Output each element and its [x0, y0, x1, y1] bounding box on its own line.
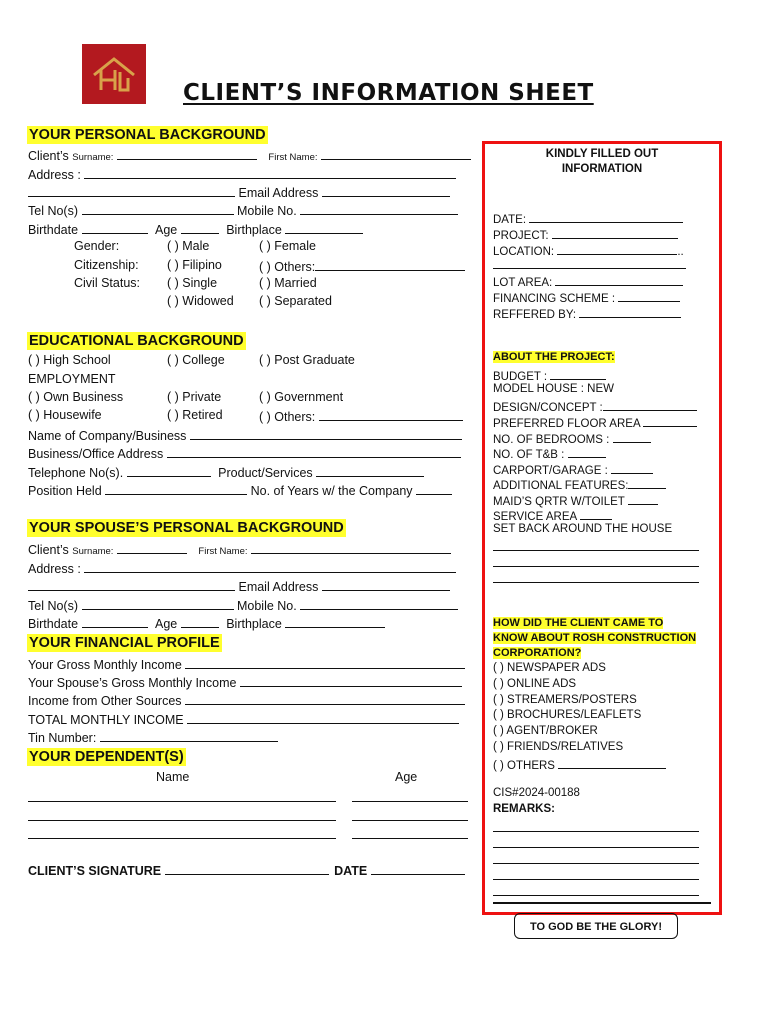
panel-location-row: [493, 242, 684, 258]
tin-row: [28, 729, 278, 745]
housewife-option[interactable]: ( ) Housewife: [28, 408, 102, 422]
client-name-row: [28, 147, 471, 163]
panel-bedrooms-row: [493, 430, 651, 446]
dependent-age-field[interactable]: [352, 808, 468, 821]
how-heading-1: HOW DID THE CLIENT CAME TO: [493, 617, 664, 629]
panel-additional-label: ADDITIONAL FEATURES:: [493, 480, 629, 492]
products-field[interactable]: [316, 464, 424, 477]
panel-budget-label: BUDGET :: [493, 371, 548, 383]
college-option[interactable]: ( ) College: [167, 353, 225, 367]
mobile-label: Mobile No.: [236, 204, 297, 218]
position-label: Position Held: [28, 484, 102, 498]
panel-referred-row: [493, 305, 681, 321]
surname-field[interactable]: [117, 147, 257, 160]
panel-model-house: MODEL HOUSE : NEW: [493, 383, 614, 395]
other-income-row: [28, 692, 465, 708]
email-field[interactable]: [322, 184, 450, 197]
tin-field[interactable]: [100, 729, 278, 742]
spouse-address-row: [28, 560, 456, 576]
post-graduate-option[interactable]: ( ) Post Graduate: [259, 353, 355, 367]
own-business-option[interactable]: ( ) Own Business: [28, 390, 124, 404]
panel-design-label: DESIGN/CONCEPT :: [493, 402, 603, 414]
panel-location-tail: ..: [677, 246, 684, 258]
panel-referred-label: REFFERED BY:: [493, 309, 577, 321]
section-spouse-heading: YOUR SPOUSE’S PERSONAL BACKGROUND: [29, 520, 344, 536]
spouse-mobile-label: Mobile No.: [236, 599, 297, 613]
how-heading-3: CORPORATION?: [493, 647, 582, 659]
brochures-option[interactable]: ( ) BROCHURES/LEAFLETS: [493, 709, 642, 721]
cis-number: CIS#2024-00188: [493, 787, 580, 799]
panel-location-field-2[interactable]: [493, 258, 686, 269]
employment-label: EMPLOYMENT: [28, 372, 116, 386]
signature-date-field[interactable]: [371, 862, 465, 875]
remarks-label: REMARKS:: [493, 803, 555, 815]
panel-heading-2: INFORMATION: [561, 163, 643, 175]
panel-maids-row: [493, 492, 658, 508]
spouse-address-field[interactable]: [84, 560, 456, 573]
office-address-label: Business/Office Address: [28, 447, 164, 461]
other-income-label: Income from Other Sources: [28, 694, 182, 708]
spouse-email-row: [28, 578, 450, 594]
separated-option[interactable]: ( ) Separated: [259, 294, 332, 308]
birth-row: [28, 221, 363, 237]
dependent-name-field[interactable]: [28, 808, 336, 821]
remarks-field[interactable]: [493, 853, 699, 864]
panel-floor-area-field[interactable]: [643, 414, 697, 427]
panel-financing-row: [493, 289, 680, 305]
panel-lot-area-field[interactable]: [555, 273, 683, 286]
how-heading-2: KNOW ABOUT ROSH CONSTRUCTION: [493, 632, 697, 644]
gross-income-label: Your Gross Monthly Income: [28, 658, 182, 672]
years-field[interactable]: [416, 482, 452, 495]
telephone-row: [28, 464, 424, 480]
panel-setback-field[interactable]: [493, 572, 699, 583]
spouse-income-field[interactable]: [240, 674, 462, 687]
spouse-surname-field[interactable]: [117, 541, 187, 554]
panel-lot-area-row: [493, 273, 683, 289]
first-name-field[interactable]: [321, 147, 471, 160]
birthplace-field[interactable]: [285, 221, 363, 234]
page-title: CLIENT’S INFORMATION SHEET: [183, 80, 594, 106]
employment-others-option[interactable]: ( ) Others:: [259, 410, 316, 424]
newspaper-option[interactable]: ( ) NEWSPAPER ADS: [493, 662, 606, 674]
spouse-email-label: Email Address: [238, 580, 319, 594]
panel-floor-area-label: PREFERRED FLOOR AREA: [493, 418, 640, 430]
total-income-label: TOTAL MONTHLY INCOME: [28, 713, 184, 727]
spouse-address-label: Address :: [28, 562, 81, 576]
email-row: [28, 184, 450, 200]
position-row: [28, 482, 452, 498]
private-option[interactable]: ( ) Private: [167, 390, 222, 404]
company-logo: [82, 44, 146, 104]
spouse-name-row: [28, 541, 451, 557]
spouse-mobile-field[interactable]: [300, 597, 458, 610]
spouse-tel-label: Tel No(s): [28, 599, 79, 613]
tel-field[interactable]: [82, 202, 234, 215]
footer-motto: TO GOD BE THE GLORY!: [514, 913, 678, 939]
panel-others-option[interactable]: ( ) OTHERS: [493, 760, 555, 772]
gross-income-field[interactable]: [185, 656, 465, 669]
panel-carport-label: CARPORT/GARAGE :: [493, 465, 608, 477]
spouse-income-label: Your Spouse’s Gross Monthly Income: [28, 676, 237, 690]
spouse-income-row: [28, 674, 462, 690]
phone-row: [28, 202, 458, 218]
signature-field[interactable]: [165, 862, 329, 875]
total-income-row: [28, 711, 459, 727]
panel-tb-row: [493, 445, 606, 461]
telephone-label: Telephone No(s).: [28, 466, 124, 480]
age-label: Age: [155, 223, 178, 237]
panel-financing-label: FINANCING SCHEME :: [493, 293, 616, 305]
gross-income-row: [28, 656, 465, 672]
company-row: [28, 427, 462, 443]
tin-label: Tin Number:: [28, 731, 97, 745]
spouse-birthdate-label: Birthdate: [28, 617, 79, 631]
address-label: Address :: [28, 168, 81, 182]
citizenship-label: Citizenship:: [74, 258, 139, 272]
dependent-age-header: Age: [395, 770, 418, 784]
married-option[interactable]: ( ) Married: [259, 276, 317, 290]
panel-others-field[interactable]: [558, 756, 666, 769]
first-name-label: First Name:: [268, 152, 318, 163]
dependent-age-field[interactable]: [352, 789, 468, 802]
spouse-age-label: Age: [155, 617, 178, 631]
mobile-field[interactable]: [300, 202, 458, 215]
signature-date-label: DATE: [334, 864, 368, 878]
panel-carport-row: [493, 461, 653, 477]
panel-tb-field[interactable]: [568, 445, 606, 458]
section-education-heading: EDUCATIONAL BACKGROUND: [29, 333, 244, 349]
citizenship-others: [259, 258, 465, 274]
panel-heading-1: KINDLY FILLED OUT: [545, 148, 659, 160]
panel-additional-field[interactable]: [628, 476, 666, 489]
surname-label: Surname:: [72, 152, 114, 163]
female-option[interactable]: ( ) Female: [259, 239, 316, 253]
spouse-tel-field[interactable]: [82, 597, 234, 610]
about-project-heading: ABOUT THE PROJECT:: [493, 351, 615, 363]
remarks-field[interactable]: [493, 869, 699, 880]
company-label: Name of Company/Business: [28, 429, 187, 443]
office-address-field[interactable]: [167, 445, 461, 458]
section-financial-heading: YOUR FINANCIAL PROFILE: [29, 635, 220, 651]
panel-date-field[interactable]: [529, 210, 683, 223]
panel-service-row: [493, 507, 612, 523]
high-school-option[interactable]: ( ) High School: [28, 353, 111, 367]
age-field[interactable]: [181, 221, 219, 234]
address-field-2[interactable]: [28, 184, 235, 197]
gender-label: Gender:: [74, 239, 120, 253]
birthplace-label: Birthplace: [226, 223, 282, 237]
panel-project-field[interactable]: [552, 226, 678, 239]
panel-floor-area-row: [493, 414, 697, 430]
widowed-option[interactable]: ( ) Widowed: [167, 294, 234, 308]
spouse-surname-label: Surname:: [72, 546, 114, 557]
address-row: [28, 166, 456, 182]
spouse-address-field-2[interactable]: [28, 578, 235, 591]
remarks-field[interactable]: [493, 821, 699, 832]
telephone-field[interactable]: [127, 464, 211, 477]
citizenship-others-field[interactable]: [315, 258, 465, 271]
house-logo-icon: [82, 44, 146, 104]
dependent-name-field[interactable]: [28, 789, 336, 802]
remarks-field[interactable]: [493, 885, 699, 896]
spouse-birthplace-field[interactable]: [285, 615, 385, 628]
spouse-first-name-label: First Name:: [198, 546, 248, 557]
panel-budget-field[interactable]: [550, 367, 606, 380]
panel-date-row: [493, 210, 683, 226]
panel-maids-field[interactable]: [628, 492, 658, 505]
panel-financing-field[interactable]: [618, 289, 680, 302]
panel-date-label: DATE:: [493, 214, 527, 226]
years-label: No. of Years w/ the Company: [250, 484, 413, 498]
employment-others: [259, 408, 463, 424]
birthdate-label: Birthdate: [28, 223, 79, 237]
signature-label: CLIENT’S SIGNATURE: [28, 864, 162, 878]
email-label: Email Address: [238, 186, 319, 200]
spouse-first-name-field[interactable]: [251, 541, 451, 554]
panel-setback-field[interactable]: [493, 556, 699, 567]
panel-carport-field[interactable]: [611, 461, 653, 474]
citizenship-others-option[interactable]: ( ) Others:: [259, 260, 316, 274]
panel-budget-row: [493, 367, 606, 383]
products-label: Product/Services: [218, 466, 313, 480]
panel-additional-row: [493, 476, 666, 492]
spouse-age-field[interactable]: [181, 615, 219, 628]
signature-row: [28, 862, 465, 878]
panel-location-label: LOCATION:: [493, 246, 555, 258]
single-option[interactable]: ( ) Single: [167, 276, 218, 290]
address-field[interactable]: [84, 166, 456, 179]
panel-tb-label: NO. OF T&B :: [493, 449, 565, 461]
civil-status-label: Civil Status:: [74, 276, 140, 290]
tel-label: Tel No(s): [28, 204, 79, 218]
spouse-phone-row: [28, 597, 458, 613]
male-option[interactable]: ( ) Male: [167, 239, 210, 253]
spouse-birthplace-label: Birthplace: [226, 617, 282, 631]
panel-project-label: PROJECT:: [493, 230, 549, 242]
panel-lot-area-label: LOT AREA:: [493, 277, 553, 289]
dependent-name-header: Name: [156, 770, 190, 784]
friends-option[interactable]: ( ) FRIENDS/RELATIVES: [493, 741, 624, 753]
dependent-name-field[interactable]: [28, 826, 336, 839]
other-income-field[interactable]: [185, 692, 465, 705]
panel-design-field[interactable]: [603, 398, 697, 411]
filipino-option[interactable]: ( ) Filipino: [167, 258, 222, 272]
employment-others-field[interactable]: [319, 408, 463, 421]
dependent-age-field[interactable]: [352, 826, 468, 839]
company-field[interactable]: [190, 427, 462, 440]
remarks-field[interactable]: [493, 896, 711, 904]
panel-project-row: [493, 226, 678, 242]
spouse-email-field[interactable]: [322, 578, 450, 591]
section-dependents-heading: YOUR DEPENDENT(S): [29, 749, 184, 765]
panel-referred-field[interactable]: [579, 305, 681, 318]
agent-option[interactable]: ( ) AGENT/BROKER: [493, 725, 598, 737]
online-option[interactable]: ( ) ONLINE ADS: [493, 678, 577, 690]
panel-setback-label: SET BACK AROUND THE HOUSE: [493, 523, 673, 535]
spouse-birth-row: [28, 615, 385, 631]
section-personal-heading: YOUR PERSONAL BACKGROUND: [29, 127, 266, 143]
panel-service-field[interactable]: [580, 507, 612, 520]
panel-design-row: [493, 398, 697, 414]
remarks-field[interactable]: [493, 837, 699, 848]
panel-bedrooms-label: NO. OF BEDROOMS :: [493, 434, 610, 446]
spouse-birthdate-field[interactable]: [82, 615, 148, 628]
position-field[interactable]: [105, 482, 247, 495]
panel-setback-field[interactable]: [493, 540, 699, 551]
retired-option[interactable]: ( ) Retired: [167, 408, 223, 422]
office-address-row: [28, 445, 461, 461]
panel-location-field[interactable]: [557, 242, 677, 255]
total-income-field[interactable]: [187, 711, 459, 724]
panel-maids-label: MAID’S QRTR W/TOILET: [493, 496, 625, 508]
panel-others-row: [493, 756, 666, 772]
panel-bedrooms-field[interactable]: [613, 430, 651, 443]
panel-service-label: SERVICE AREA: [493, 511, 577, 523]
project-info-panel: [482, 141, 722, 915]
spouse-clients-label: Client’s: [28, 543, 69, 557]
streamers-option[interactable]: ( ) STREAMERS/POSTERS: [493, 694, 637, 706]
clients-label: Client’s: [28, 149, 69, 163]
birthdate-field[interactable]: [82, 221, 148, 234]
government-option[interactable]: ( ) Government: [259, 390, 344, 404]
